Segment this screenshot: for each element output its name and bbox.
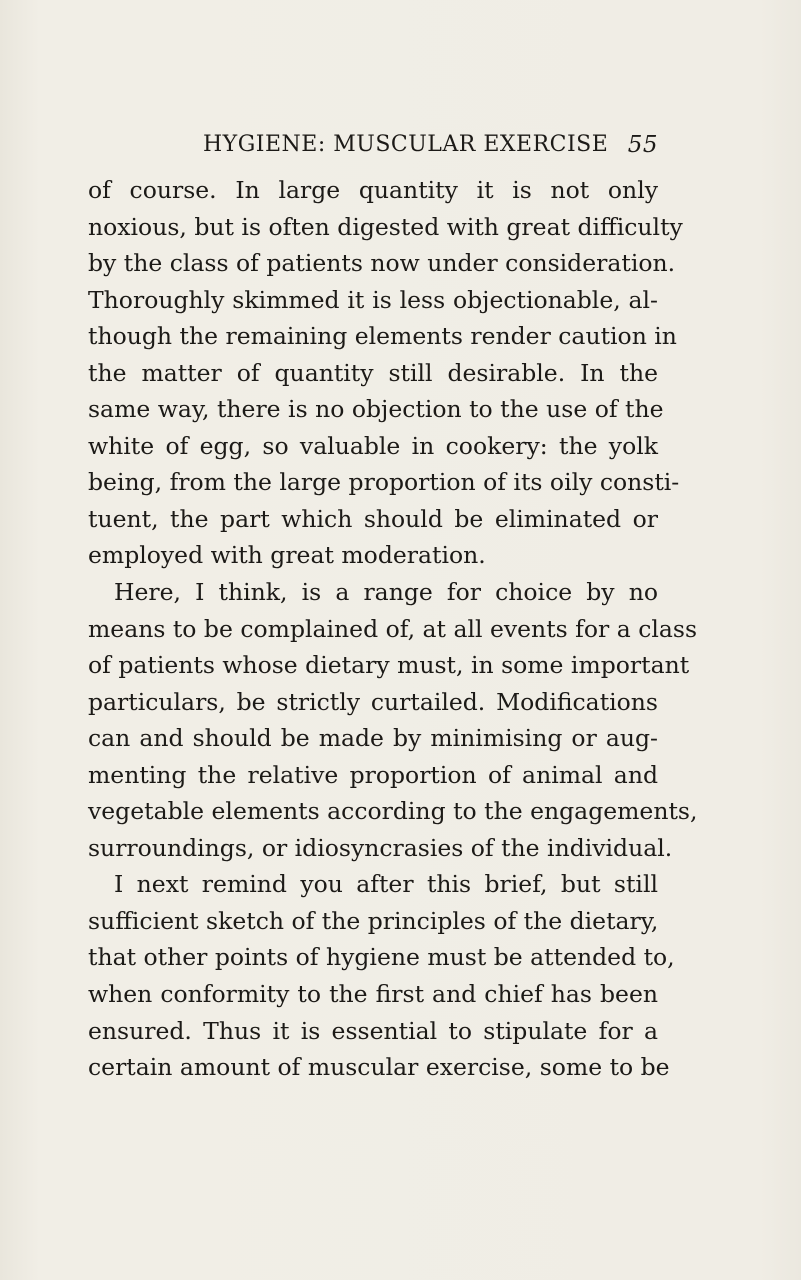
text-line: the matter of quantity still desirable. In the [88,358,658,387]
text-line: of patients whose dietary must, in some important [88,651,690,680]
text-line: by the class of patients now under consideration. [88,249,676,278]
text-line: noxious, but is often digested with great difficulty [88,212,683,241]
text-line: when conformity to the first and chief has been [88,980,658,1009]
text-line: menting the relative proportion of animal and [88,760,658,789]
text-line: of course. In large quantity it is not only [88,176,658,204]
text-line: Here, I think, is a range for choice by no [114,578,658,607]
text-line: surroundings, or idiosyncrasies of the individual. [88,833,673,862]
running-header [88,132,658,162]
text-line: ensured. Thus it is essential to stipulate for a [88,1016,658,1045]
text-line: tuent, the part which should be eliminated or [88,504,658,533]
text-line: same way, there is no objection to the use of the [88,395,664,424]
text-line: certain amount of muscular exercise, some to be [88,1053,670,1082]
text-line: vegetable elements according to the engagements, [88,797,698,826]
text-line: particulars, be strictly curtailed. Modifications [88,687,658,716]
text-line: I next remind you after this brief, but still [114,870,658,899]
text-line: sufficient sketch of the principles of the dietary, [88,906,659,935]
page-number: 55 [627,132,658,158]
text-line: Thoroughly skimmed it is less objectionable, al- [88,285,658,314]
text-line: that other points of hygiene must be attended to, [88,943,675,972]
body-text [88,172,698,1086]
header-title: HYGIENE: MUSCULAR EXERCISE [203,132,609,157]
text-line: though the remaining elements render caution in [88,322,677,351]
text-line: being, from the large proportion of its oily consti- [88,468,680,497]
text-line: employed with great moderation. [88,541,486,570]
text-line: white of egg, so valuable in cookery: the yolk [88,431,658,460]
text-line: can and should be made by minimising or aug- [88,724,658,753]
text-line: means to be complained of, at all events for a class [88,614,698,643]
